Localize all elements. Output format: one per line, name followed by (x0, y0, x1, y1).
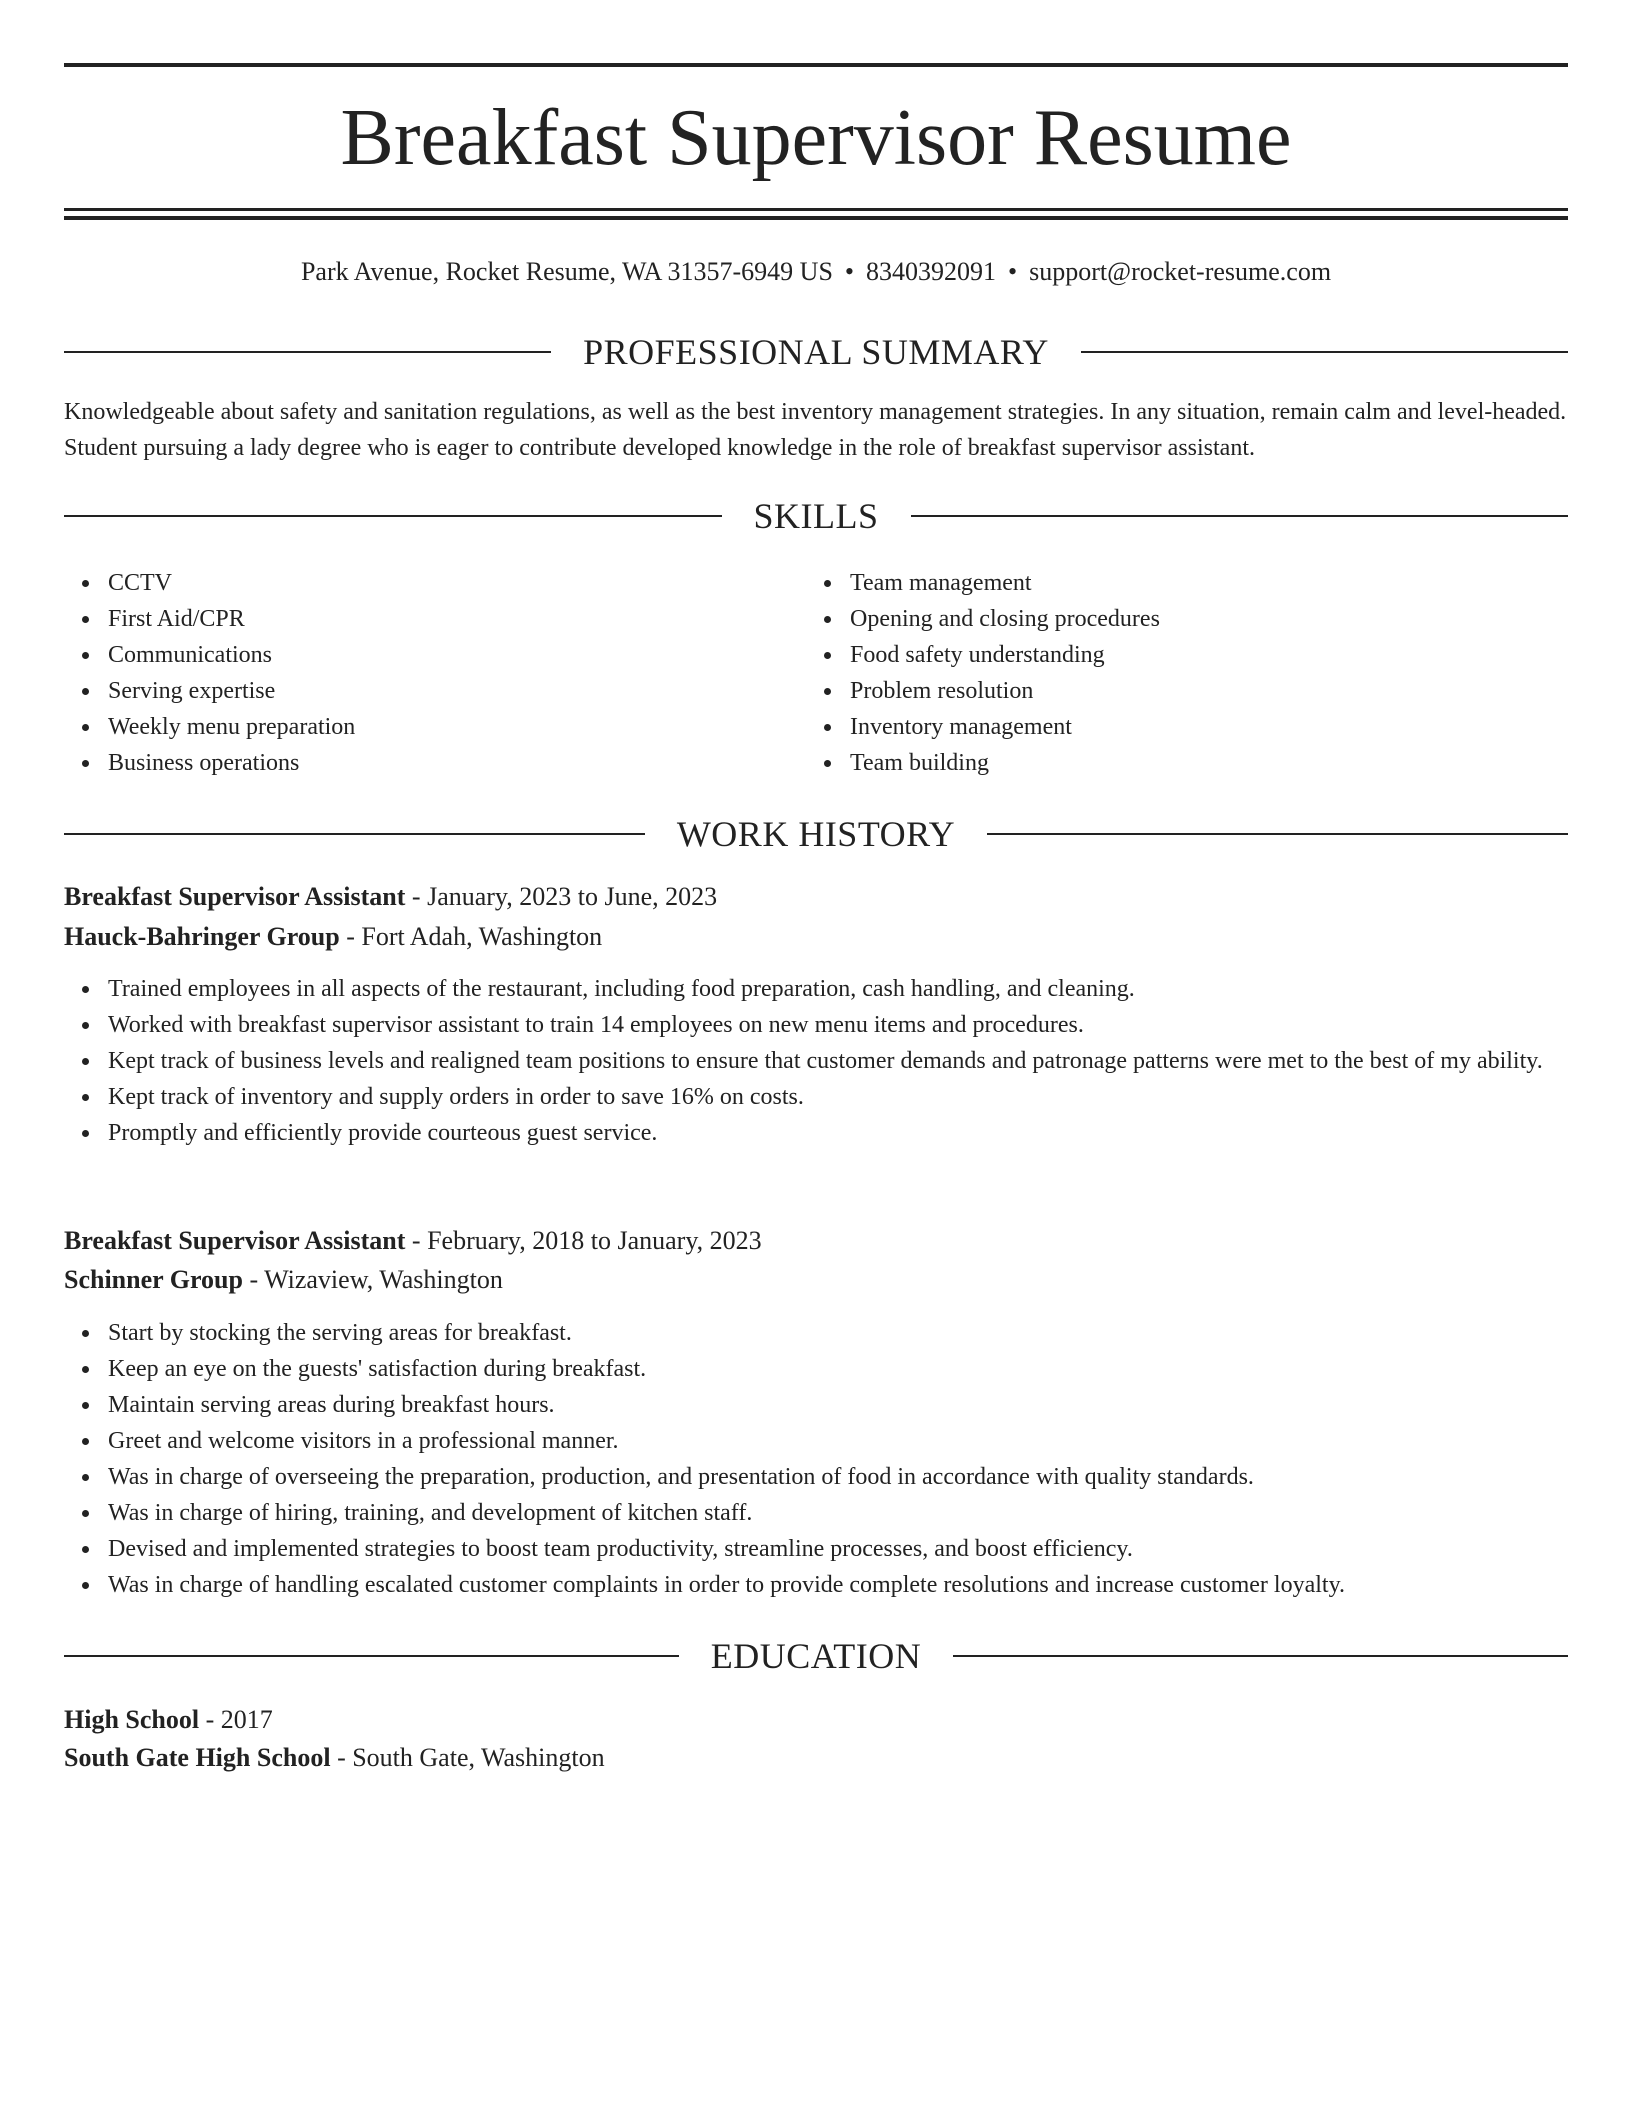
job-bullet: Keep an eye on the guests' satisfaction during breakfast. (108, 1351, 1568, 1387)
education-heading (64, 1634, 1568, 1678)
summary-text: Knowledgeable about safety and sanitation regulations, as well as the best inventory management strategies. In any situation, remain calm and level-headed. Student pursuing a lady degree who is eager to contribute developed knowledge in the role of breakfast supervisor assistant. (64, 399, 1567, 461)
job-bullet: Was in charge of hiring, training, and development of kitchen staff. (108, 1495, 1568, 1531)
skill-item: Team management (850, 565, 1570, 601)
education-school-line (64, 1739, 1568, 1777)
education-school: South Gate High School (64, 1743, 331, 1772)
job-bullet: Was in charge of handling escalated customer complaints in order to provide complete resolutions and increase customer loyalty. (108, 1567, 1568, 1603)
job-company: Schinner Group (64, 1265, 243, 1294)
education-year: - 2017 (199, 1705, 273, 1734)
education-heading-label: EDUCATION (710, 1636, 922, 1676)
contact-line (64, 254, 1568, 290)
job-location: - Wizaview, Washington (242, 1265, 503, 1294)
heading-rule-left (64, 833, 645, 835)
heading-rule-right (987, 833, 1568, 835)
skill-item: Team building (850, 745, 1570, 781)
title-top-rule (64, 63, 1568, 67)
skill-item: Opening and closing procedures (850, 601, 1570, 637)
contact-separator: • (844, 257, 855, 286)
skills-heading (64, 494, 1568, 538)
contact-separator: • (1008, 257, 1018, 286)
job-bullet: Trained employees in all aspects of the restaurant, including food preparation, cash handling, and cleaning. (108, 971, 1568, 1007)
job-dates: - January, 2023 to June, 2023 (405, 882, 718, 911)
skill-item: Serving expertise (108, 673, 808, 709)
heading-rule-right (1081, 351, 1568, 353)
job-bullets (64, 971, 1568, 1151)
summary-heading-label: PROFESSIONAL SUMMARY (583, 332, 1049, 372)
education-degree-line (64, 1701, 1568, 1739)
heading-rule-left (64, 351, 551, 353)
job-company-line (64, 1261, 1568, 1299)
skill-item: Communications (108, 637, 808, 673)
job-title-line (64, 1222, 1568, 1260)
skill-item: Inventory management (850, 709, 1570, 745)
skill-item: Food safety understanding (850, 637, 1570, 673)
contact-email: support@rocket-resume.com (1029, 257, 1332, 286)
job-title: Breakfast Supervisor Assistant (64, 882, 406, 911)
job-title: Breakfast Supervisor Assistant (64, 1226, 406, 1255)
skills-list-left (64, 565, 808, 781)
page-title: Breakfast Supervisor Resume (340, 94, 1292, 182)
work-heading (64, 812, 1568, 856)
heading-rule-left (64, 1655, 679, 1657)
summary-heading (64, 330, 1568, 374)
job-bullet: Kept track of business levels and realigned team positions to ensure that customer demands and patronage patterns were met to the best of my ability. (108, 1043, 1568, 1079)
skill-item: CCTV (108, 565, 808, 601)
education-degree: High School (64, 1705, 200, 1734)
job-location: - Fort Adah, Washington (339, 922, 603, 951)
job-bullet: Was in charge of overseeing the preparation, production, and presentation of food in accordance with quality standards. (108, 1459, 1568, 1495)
education-location: - South Gate, Washington (330, 1743, 605, 1772)
job-bullet: Start by stocking the serving areas for breakfast. (108, 1315, 1568, 1351)
skill-item: First Aid/CPR (108, 601, 808, 637)
job-company-line (64, 918, 1568, 956)
title-bottom-rule-2 (64, 216, 1568, 220)
job-bullets (64, 1315, 1568, 1603)
contact-address: Park Avenue, Rocket Resume, WA 31357-6949 US (300, 257, 833, 286)
job-title-line (64, 878, 1568, 916)
heading-rule-right (953, 1655, 1568, 1657)
skill-item: Business operations (108, 745, 808, 781)
job-bullet: Worked with breakfast supervisor assistant to train 14 employees on new menu items and procedures. (108, 1007, 1568, 1043)
job-bullet: Kept track of inventory and supply orders in order to save 16% on costs. (108, 1079, 1568, 1115)
job-bullet: Maintain serving areas during breakfast hours. (108, 1387, 1568, 1423)
skills-list-right (806, 565, 1570, 781)
skills-heading-label: SKILLS (753, 496, 879, 536)
skill-item: Weekly menu preparation (108, 709, 808, 745)
skill-item: Problem resolution (850, 673, 1570, 709)
contact-phone: 8340392091 (866, 257, 997, 286)
job-bullet: Devised and implemented strategies to boost team productivity, streamline processes, and boost efficiency. (108, 1531, 1568, 1567)
heading-rule-left (64, 515, 722, 517)
job-bullet: Promptly and efficiently provide courteous guest service. (108, 1115, 1568, 1151)
work-heading-label: WORK HISTORY (676, 814, 956, 854)
job-company: Hauck-Bahringer Group (64, 922, 340, 951)
heading-rule-right (911, 515, 1569, 517)
job-bullet: Greet and welcome visitors in a professional manner. (108, 1423, 1568, 1459)
title-bottom-rule-1 (64, 208, 1568, 211)
job-dates: - February, 2018 to January, 2023 (405, 1226, 762, 1255)
